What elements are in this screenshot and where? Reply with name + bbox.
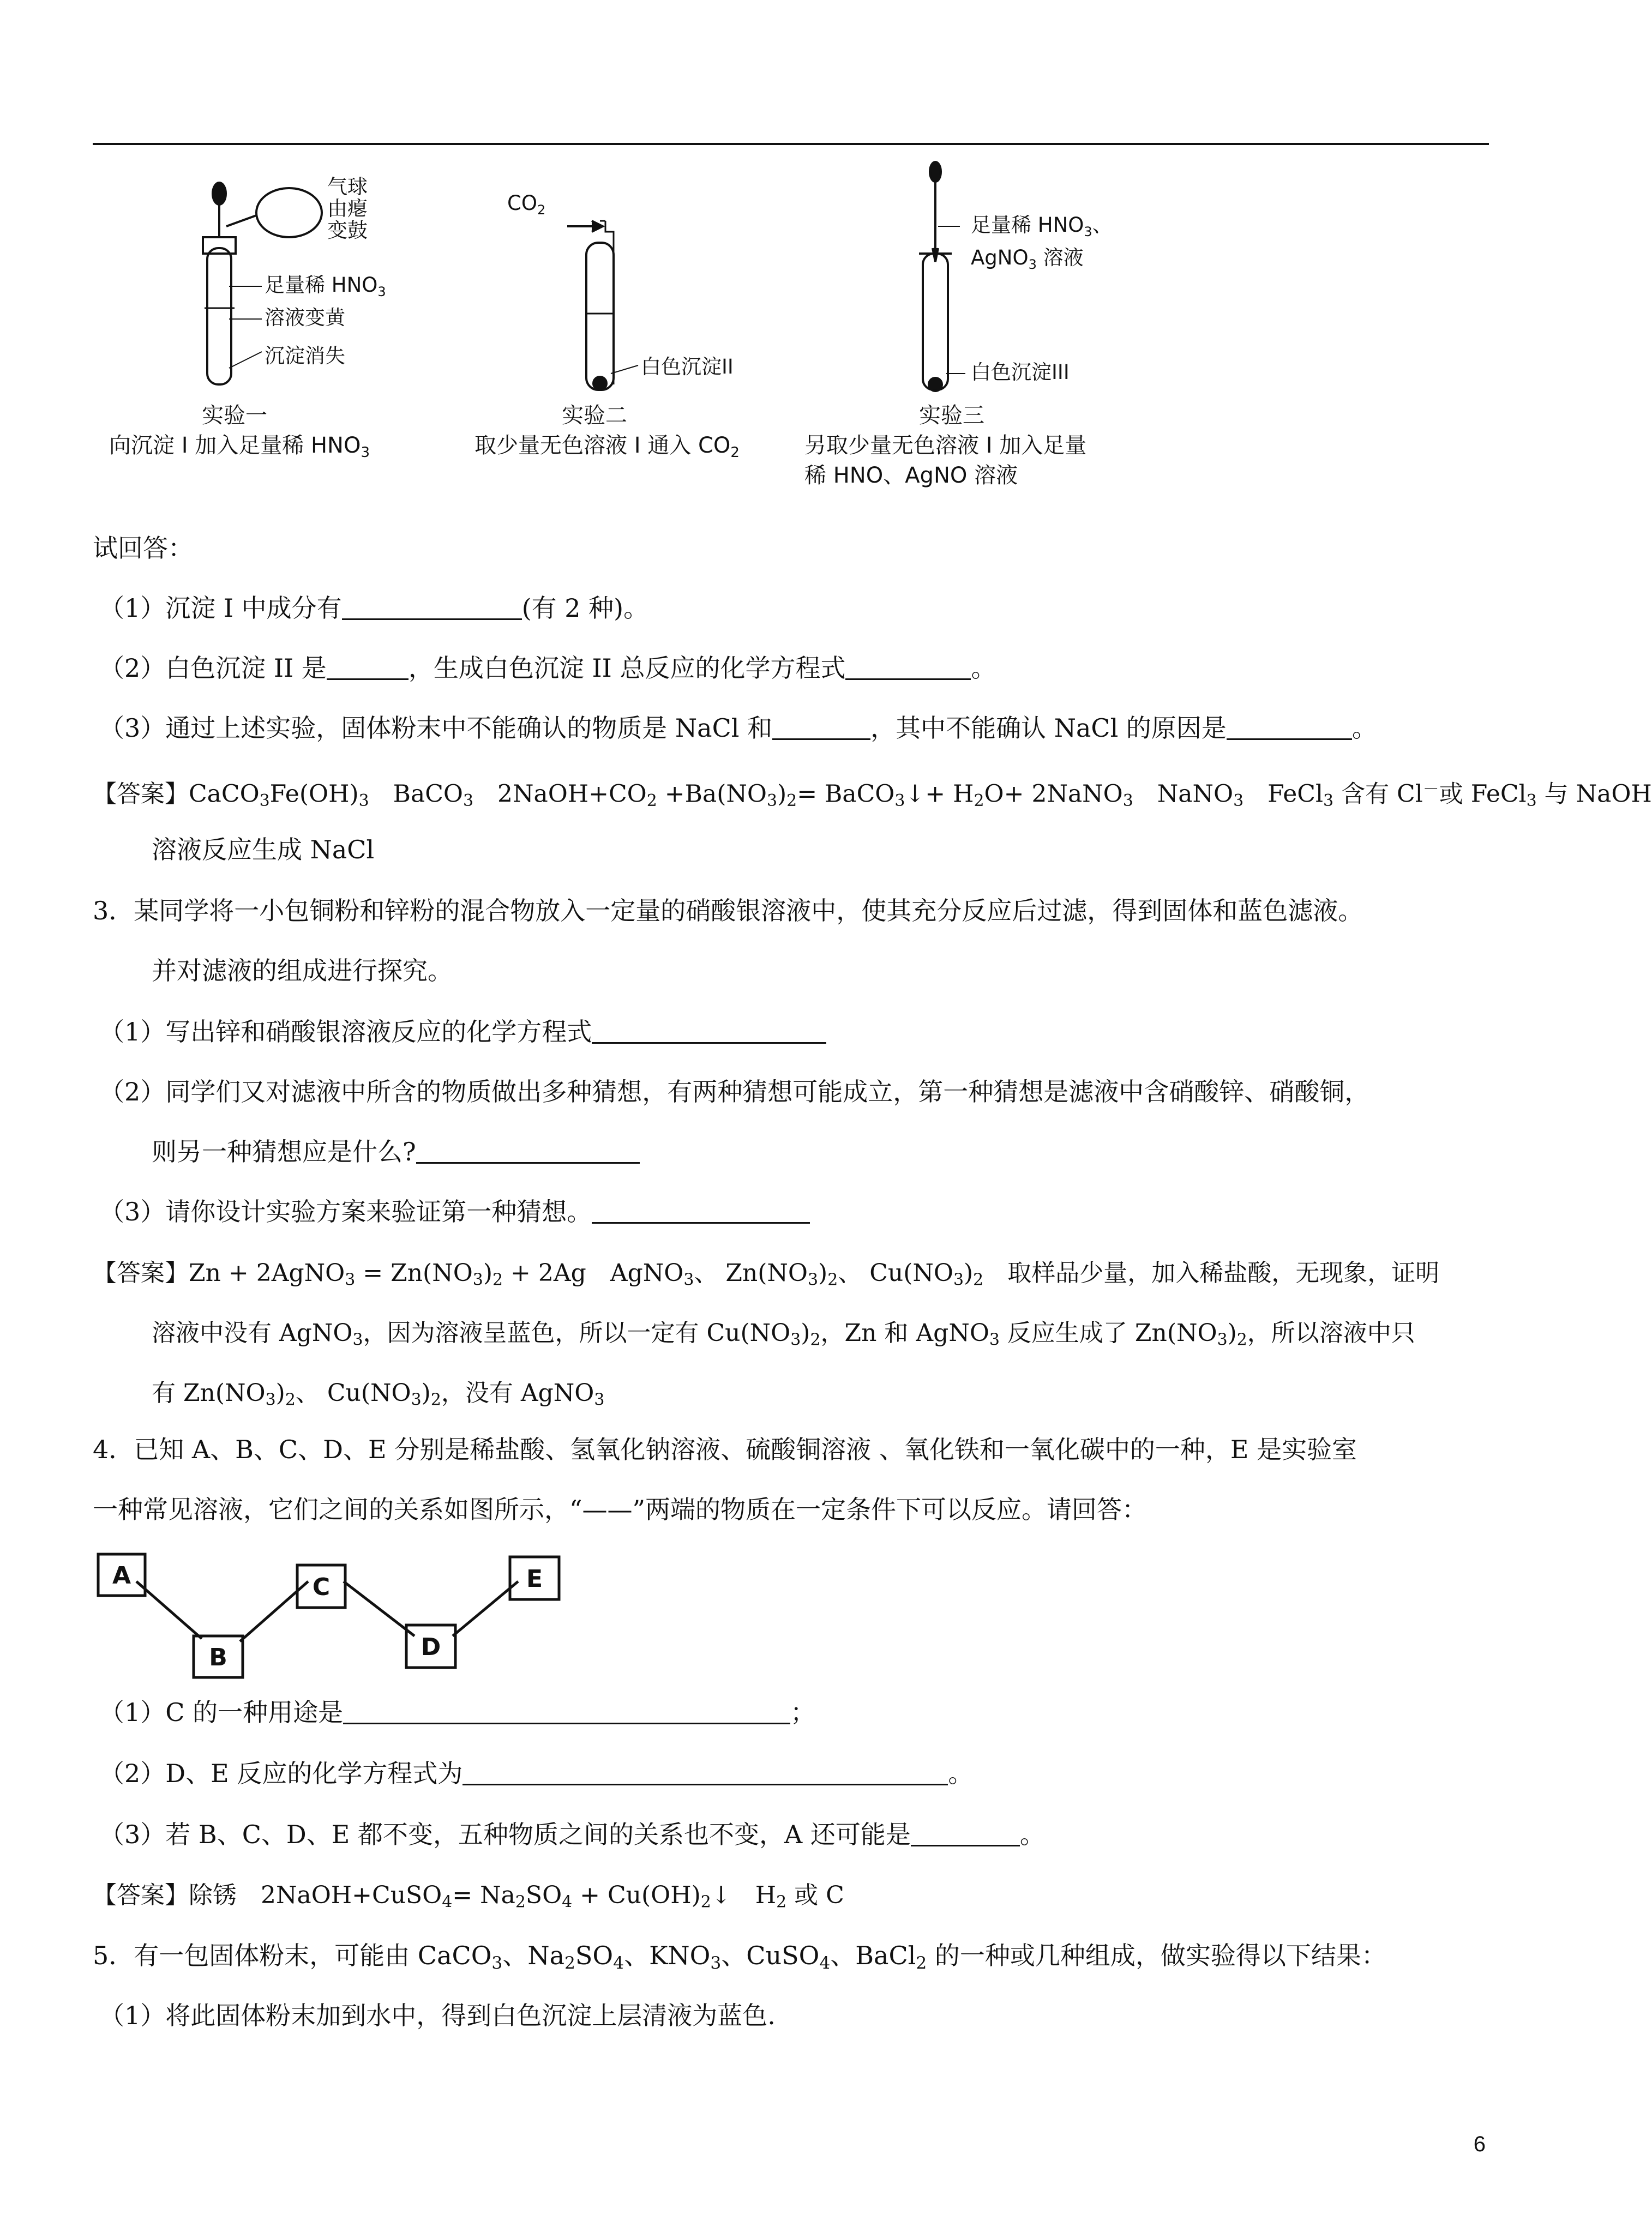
link-d-e xyxy=(453,1581,518,1636)
exp2-caption: 取少量无色溶液 I 通入 $CO_2$ xyxy=(474,433,740,461)
box-a-label: A xyxy=(112,1562,131,1590)
link-c-d xyxy=(344,1581,414,1636)
q2-answer-line1: 【答案】$CaCO_3Fe(OH)_3$ BaCO$_3$ $2NaOH+CO_2 +Ba(NO_3)_2=$ BaCO$_3$↓+ $H_2O+$ 2NaNO$_3$ NaNO$_3$ FeCl$_3$ 含有 Cl－或 FeCl$_3$ 与 NaOH xyxy=(93,780,1652,810)
q2-part3: （3）通过上述实验，固体粉末中不能确认的物质是 NaCl 和 ，其中不能确认 NaCl 的原因是 。 xyxy=(99,713,1377,743)
q3-answer-line3: 有 $Zn(NO_3)_2$、 $Cu(NO_3)_2$，没有 AgNO$_3$ xyxy=(152,1379,605,1410)
q3-stem-line2: 并对滤液的组成进行探究。 xyxy=(152,956,453,985)
q2-part1: （1）沉淀 I 中成分有 (有 2 种)。 xyxy=(99,593,649,623)
q3-part1: （1）写出锌和硝酸银溶液反应的化学方程式 xyxy=(99,1015,826,1048)
experiment-2-apparatus xyxy=(567,221,638,390)
q4-part3: （3）若 B、C、D、E 都不变，五种物质之间的关系也不变，A 还可能是 。 xyxy=(99,1820,1045,1849)
answer-blank[interactable] xyxy=(343,1698,790,1724)
exp3-caption-line2: 稀 HNO、AgNO 溶液 xyxy=(804,463,1018,488)
q4-stem-line2: 一种常见溶液，它们之间的关系如图所示，“——”两端的物质在一定条件下可以反应。请回答： xyxy=(93,1495,1148,1524)
answer-blank[interactable] xyxy=(592,1197,810,1224)
q2-part2: （2）白色沉淀 II 是 ，生成白色沉淀 II 总反应的化学方程式 。 xyxy=(99,653,996,683)
exp3-caption-line1: 另取少量无色溶液 I 加入足量 xyxy=(804,433,1087,458)
exp2-label-precipitate: 白色沉淀II xyxy=(641,355,734,378)
exp3-label-silver: AgNO$_3$ 溶液 xyxy=(971,246,1084,272)
q4-stem-line1: 4．已知 A、B、C、D、E 分别是稀盐酸、氢氧化钠溶液、硫酸铜溶液 、氧化铁和一氧化碳中的一种，E 是实验室 xyxy=(93,1435,1357,1464)
answer-blank[interactable] xyxy=(845,653,971,680)
ask-line: 试回答： xyxy=(93,533,193,563)
experiment-figure xyxy=(93,155,1156,504)
box-e-label: E xyxy=(526,1565,543,1593)
answer-blank[interactable] xyxy=(1227,713,1352,740)
experiment-3-apparatus xyxy=(919,162,965,391)
answer-blank[interactable] xyxy=(327,653,409,680)
exp3-caption-title: 实验三 xyxy=(919,403,984,428)
q3-answer-line1: 【答案】Zn + 2AgNO$_3$ = $Zn(NO_3)_2 + 2Ag$ AgNO$_3$、 $Zn(NO_3)_2$、 $Cu(NO_3)_2$ 取样品少量，加入稀盐酸，无现象，证明 xyxy=(93,1259,1440,1290)
box-d-label: D xyxy=(420,1633,441,1661)
answer-blank[interactable] xyxy=(462,1759,948,1785)
q5-stem: 5．有一包固体粉末，可能由 CaCO$_3$、$Na_2SO_4$、$KNO_3$、CuSO$_4$、BaCl$_2$ 的一种或几种组成，做实验得以下结果： xyxy=(93,1941,1386,1973)
exp1-caption: 向沉淀 I 加入足量稀 $HNO_3$ xyxy=(109,433,370,461)
exp3-label-acid: 足量稀 $HNO_3$、 xyxy=(971,213,1113,239)
exp2-caption-title: 实验二 xyxy=(562,403,627,428)
answer-blank[interactable] xyxy=(772,713,870,740)
q3-stem-line1: 3．某同学将一小包铜粉和锌粉的混合物放入一定量的硝酸银溶液中，使其充分反应后过滤，得到固体和蓝色滤液。 xyxy=(93,896,1363,925)
q5-part1: （1）将此固体粉末加到水中，得到白色沉淀上层清液为蓝色. xyxy=(99,2001,776,2030)
box-c-label: C xyxy=(312,1573,331,1601)
answer-blank[interactable] xyxy=(416,1137,640,1164)
answer-blank[interactable] xyxy=(592,1017,826,1044)
exp2-label-gas: $CO_2$ xyxy=(507,191,546,218)
exp1-label-dissolve: 沉淀消失 xyxy=(265,344,345,368)
exp3-label-precipitate: 白色沉淀III xyxy=(971,360,1070,384)
q4-answer: 【答案】除锈 2NaOH+CuSO$_4$= $Na_2SO_4$ + $Cu(OH)_2↓$ $H_2$ 或 C xyxy=(93,1881,844,1912)
exp1-label-acid: 足量稀 $HNO_3$ xyxy=(265,273,386,299)
q2-answer-line2: 溶液反应生成 NaCl xyxy=(152,835,375,864)
header-rule xyxy=(93,143,1489,145)
exp1-label-yellow: 溶液变黄 xyxy=(265,306,345,329)
page-number: 6 xyxy=(1473,2132,1486,2156)
q3-part3: （3）请你设计实验方案来验证第一种猜想。 xyxy=(99,1195,810,1228)
q3-part2-line2: 则另一种猜想应是什么? xyxy=(152,1135,640,1168)
exp1-label-inflate: 变鼓 xyxy=(327,219,368,242)
exp1-label-balloon: 气球 xyxy=(327,175,368,198)
answer-blank[interactable] xyxy=(911,1820,1020,1846)
box-b-label: B xyxy=(209,1644,227,1671)
q4-part2: （2）D、E 反应的化学方程式为 。 xyxy=(99,1759,974,1788)
exp1-caption-title: 实验一 xyxy=(202,403,267,428)
q4-part1: （1）C 的一种用途是 ； xyxy=(99,1698,816,1727)
answer-blank[interactable] xyxy=(342,593,522,620)
exp1-label-flat: 由瘪 xyxy=(327,197,368,220)
q3-part2-line1: （2）同学们又对滤液中所含的物质做出多种猜想，有两种猜想可能成立，第一种猜想是滤液中含硝酸锌、硝酸铜， xyxy=(99,1077,1370,1106)
relation-diagram xyxy=(93,1549,573,1685)
q3-answer-line2: 溶液中没有 AgNO$_3$，因为溶液呈蓝色，所以一定有 $Cu(NO_3)_2$，Zn 和 AgNO$_3$ 反应生成了 $Zn(NO_3)_2$，所以溶液中只 xyxy=(152,1319,1415,1350)
